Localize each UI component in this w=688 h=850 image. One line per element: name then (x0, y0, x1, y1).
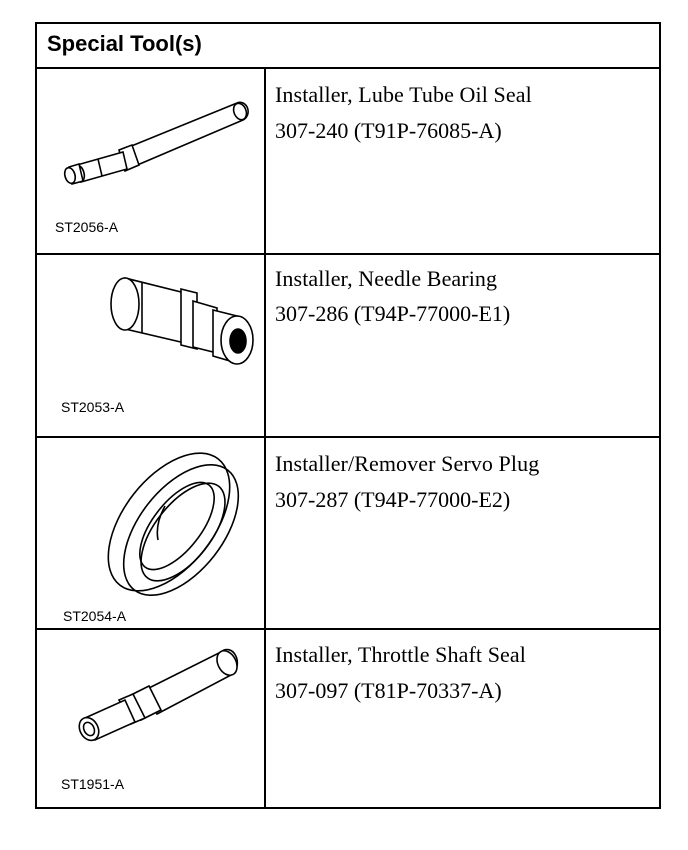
tool-name: Installer, Throttle Shaft Seal (275, 642, 526, 667)
special-tools-table (35, 22, 661, 809)
tool-code: ST2054-A (63, 608, 127, 624)
tool-row (37, 630, 659, 807)
tool-name: Installer/Remover Servo Plug (275, 451, 540, 476)
servo-plug-ring-icon (37, 438, 264, 628)
tool-illustration-cell (37, 69, 266, 253)
tool-illustration-cell (37, 438, 266, 628)
table-title: Special Tool(s) (47, 31, 202, 56)
tool-illustration-cell (37, 255, 266, 436)
tool-description-cell (266, 255, 659, 436)
tool-name: Installer, Lube Tube Oil Seal (275, 82, 532, 107)
tool-description-cell (266, 438, 659, 628)
tool-code: ST1951-A (61, 776, 125, 792)
tool-row (37, 255, 659, 438)
tool-description-cell (266, 630, 659, 807)
tool-code: ST2056-A (55, 219, 119, 235)
tool-code: ST2053-A (61, 399, 125, 415)
tool-row (37, 438, 659, 630)
tool-part-number: 307-240 (T91P-76085-A) (275, 118, 502, 143)
tool-name: Installer, Needle Bearing (275, 266, 498, 291)
tool-description-cell (266, 69, 659, 253)
table-header (37, 24, 659, 69)
tool-row (37, 69, 659, 255)
tool-part-number: 307-286 (T94P-77000-E1) (275, 301, 511, 326)
tool-part-number: 307-097 (T81P-70337-A) (275, 678, 502, 703)
tool-illustration-cell (37, 630, 266, 807)
tool-part-number: 307-287 (T94P-77000-E2) (275, 487, 511, 512)
